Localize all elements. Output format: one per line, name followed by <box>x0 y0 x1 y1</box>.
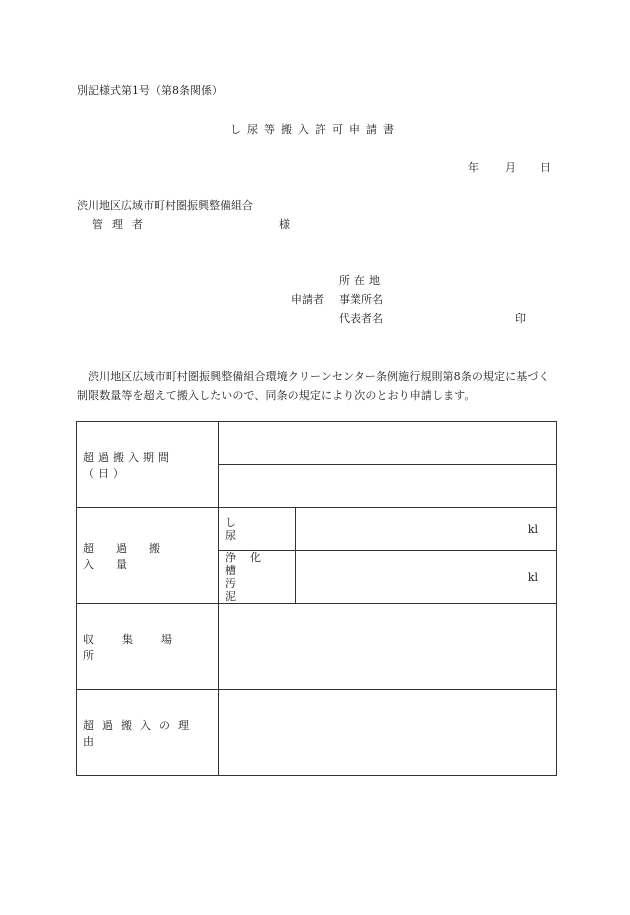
date-day-label: 日 <box>540 161 551 174</box>
septic-sludge-unit: kl <box>527 570 538 584</box>
date-year-label: 年 <box>468 161 479 174</box>
excess-quantity-label: 超過搬入量 <box>83 541 182 571</box>
septic-tank-label: 浄化槽 <box>225 551 275 577</box>
applicant-address-label: 所在地 <box>339 274 384 287</box>
night-soil-label-cell <box>219 508 296 551</box>
date-month-label: 月 <box>505 161 516 174</box>
septic-sludge-amount-field[interactable] <box>296 551 557 604</box>
excess-reason-field[interactable] <box>219 690 557 776</box>
excess-period-label: 超過搬入期間（日） <box>83 450 173 480</box>
form-number-label: 別記様式第1号（第8条関係） <box>77 84 223 97</box>
night-soil-label: し尿 <box>225 516 276 542</box>
night-soil-amount-field[interactable] <box>296 508 557 551</box>
application-form-table <box>76 421 557 776</box>
applicant-label: 申請者 <box>291 293 324 306</box>
applicant-office-label: 事業所名 <box>339 293 383 306</box>
excess-period-label-cell <box>77 422 219 508</box>
collection-location-label-cell <box>77 604 219 690</box>
septic-sludge-label-cell <box>219 551 296 604</box>
excess-period-field-1[interactable] <box>219 422 557 465</box>
sludge-label: 汚泥 <box>225 577 276 603</box>
seal-mark: 印 <box>515 312 526 325</box>
excess-period-field-2[interactable] <box>219 465 557 508</box>
application-statement: 渋川地区広域市町村圏振興整備組合環境クリーンセンター条例施行規則第8条の規定に基づく制限数量等を超えて搬入したいので、同条の規定により次のとおり申請します。 <box>77 370 550 402</box>
document-title: し尿等搬入許可申請書 <box>230 123 400 136</box>
collection-location-label: 収集場所 <box>83 632 200 662</box>
night-soil-unit: kl <box>527 522 538 536</box>
addressee-honorific: 様 <box>279 218 290 231</box>
excess-reason-label: 超過搬入の理由 <box>83 718 197 748</box>
addressee-manager: 管理者 <box>92 218 152 231</box>
excess-quantity-label-cell <box>77 508 219 604</box>
collection-location-field[interactable] <box>219 604 557 690</box>
addressee-organization: 渋川地区広域市町村圏振興整備組合 <box>77 199 253 212</box>
applicant-representative-label: 代表者名 <box>339 312 383 325</box>
excess-reason-label-cell <box>77 690 219 776</box>
